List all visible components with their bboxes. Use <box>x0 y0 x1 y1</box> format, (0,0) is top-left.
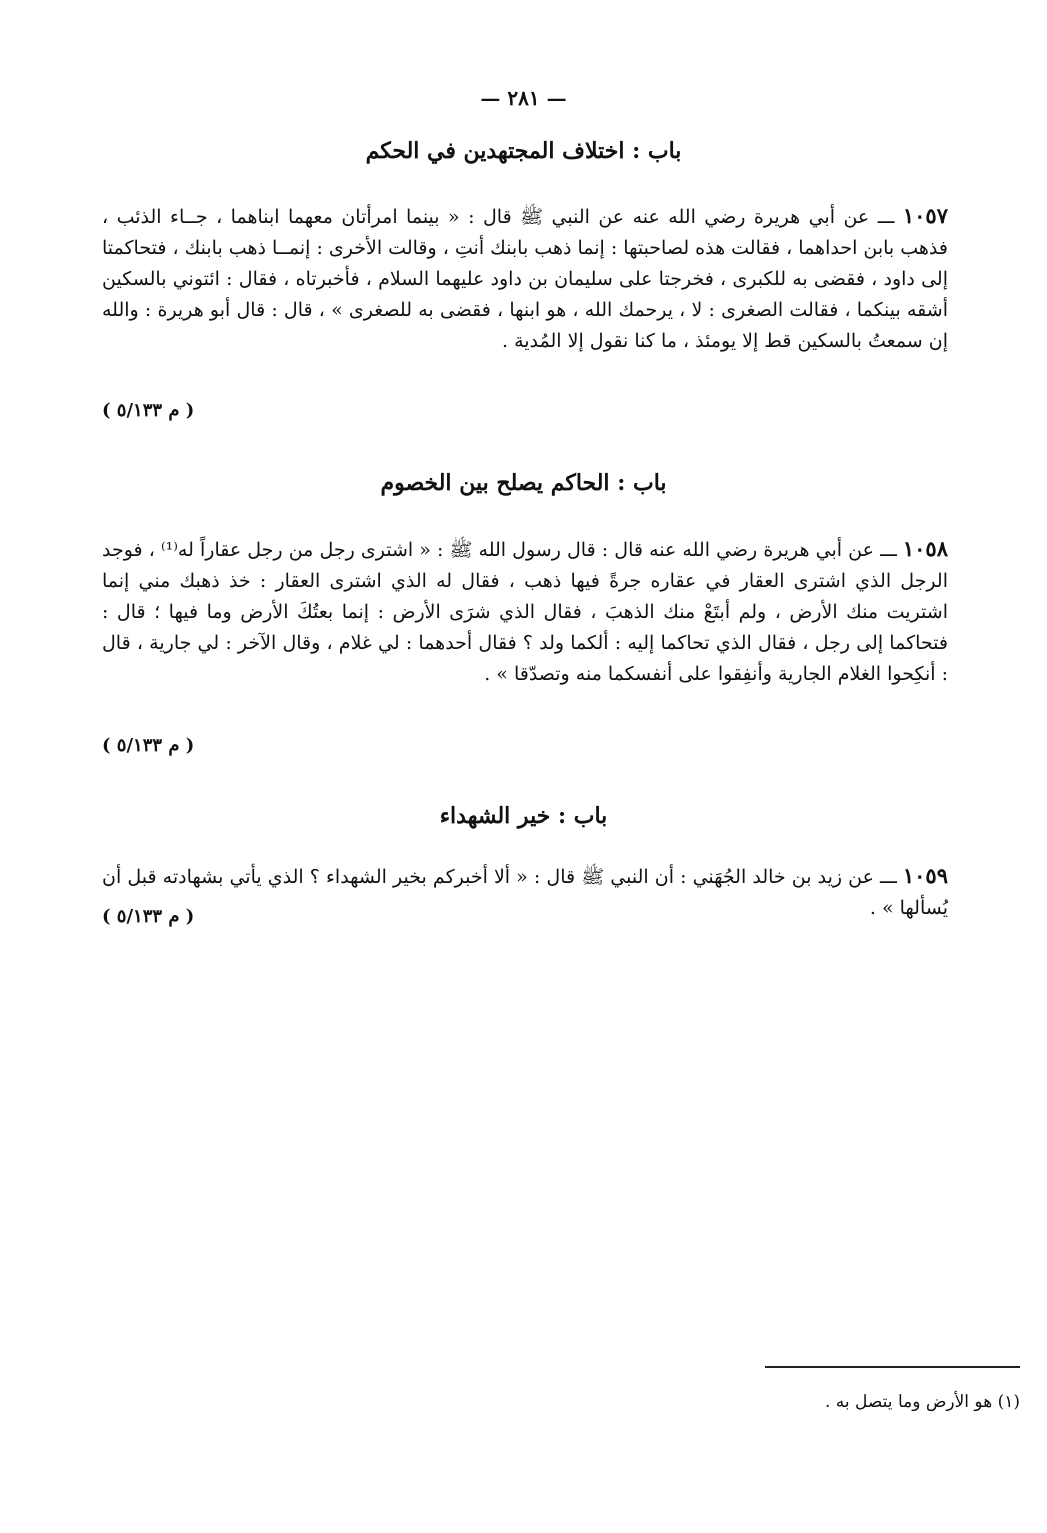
page-number: — ٢٨١ — <box>480 86 567 110</box>
section-heading: باب : الحاكم يصلح بين الخصوم <box>380 470 667 496</box>
source-reference: ( م ٥/١٣٣ ) <box>102 400 195 421</box>
hadith-number: ١٠٥٩ <box>902 863 948 888</box>
source-reference: ( م ٥/١٣٣ ) <box>102 735 195 756</box>
hadith-text: ـــ عن زيد بن خالد الجُهَني : أن النبي ﷺ قال : « ألا أخبركم بخير الشهداء ؟ الذي يأتي بشهادته قبل أن يُسألها » . <box>102 866 948 919</box>
hadith-text: ـــ عن أبي هريرة رضي الله عنه عن النبي ﷺ قال : « بينما امرأتان معهما ابناهما ، جــاء الذئب ، فذهب بابن احداهما ، فقالت هذه لصاحبتها : إنما ذهب بابنك أنتِ ، وقالت الأخرى : إنمــا ذهب بابنك ، فتحاكمتا إلى داود ، فقضى به للكبرى ، فخرجتا على سليمان بن داود عليهما السلام ، فأخبرتاه ، فقال : ائتوني بالسكين أشقه بينكما ، فقالت الصغرى : لا ، يرحمك الله ، هو ابنها ، فقضى به للصغرى » ، قال : قال أبو هريرة : والله إن سمعتُ بالسكين قط إلا يومئذ ، ما كنا نقول إلا المُدية . <box>102 206 948 352</box>
hadith-paragraph <box>102 200 948 357</box>
hadith-paragraph <box>102 533 948 690</box>
hadith-text: ـــ عن أبي هريرة رضي الله عنه قال : قال رسول الله ﷺ : « اشترى رجل من رجل عقاراً له⁽¹⁾ ، فوجد الرجل الذي اشترى العقار في عقاره جرةً فيها ذهب ، فقال له الذي اشترى العقار : خذ ذهبك مني إنما اشتريت منك الأرض ، ولم أبتَعْ منك الذهبَ ، فقال الذي شرَى الأرض : إنما بعتُكَ الأرض وما فيها ؛ قال : فتحاكما إلى رجل ، فقال الذي تحاكما إليه : ألكما ولد ؟ فقال أحدهما : لي غلام ، وقال الآخر : لي جارية ، قال : أنكِحوا الغلام الجارية وأنفِقوا على أنفسكما منه وتصدّقا » . <box>102 539 948 685</box>
hadith-number: ١٠٥٧ <box>902 203 948 228</box>
footnote-divider <box>765 1366 1020 1368</box>
source-reference: ( م ٥/١٣٣ ) <box>102 906 195 927</box>
hadith-number: ١٠٥٨ <box>902 536 948 561</box>
section-heading: باب : خير الشهداء <box>439 803 608 829</box>
footnote: (١) هو الأرض وما يتصل به . <box>825 1392 1020 1412</box>
hadith-paragraph <box>102 860 948 924</box>
section-heading: باب : اختلاف المجتهدين في الحكم <box>365 138 682 164</box>
